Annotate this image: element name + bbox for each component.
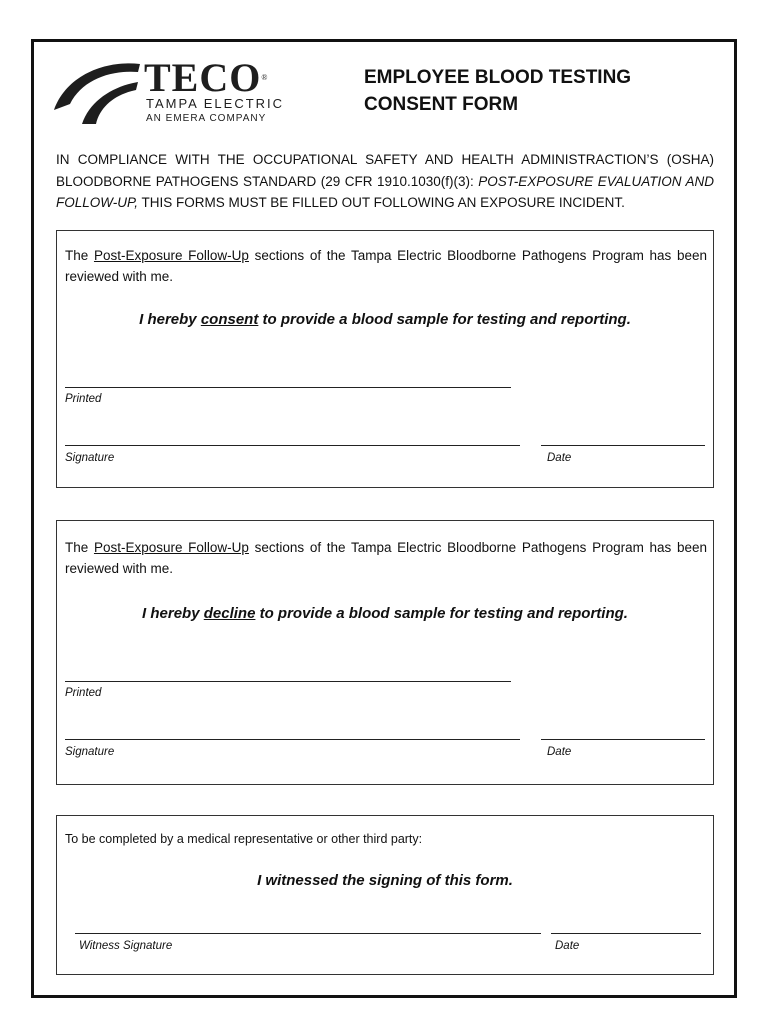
signature-line[interactable] <box>65 739 520 740</box>
printed-name-line[interactable] <box>65 681 511 682</box>
witness-date-line[interactable] <box>551 933 701 934</box>
form-title: EMPLOYEE BLOOD TESTING CONSENT FORM <box>364 67 632 115</box>
date-line[interactable] <box>541 739 705 740</box>
consent-section <box>56 230 714 488</box>
decline-section <box>56 520 714 785</box>
logo-subtitle: TAMPA ELECTRIC <box>146 96 285 111</box>
printed-label: Printed <box>65 393 102 405</box>
date-line[interactable] <box>541 445 705 446</box>
witness-signature-label: Witness Signature <box>79 940 173 952</box>
teco-swoosh-icon <box>52 58 142 128</box>
logo-wordmark: TECO® <box>144 55 269 100</box>
witness-statement: I witnessed the signing of this form. <box>257 872 513 889</box>
compliance-intro: IN COMPLIANCE WITH THE OCCUPATIONAL SAFETY AND HEALTH ADMINISTRACTION’S (OSHA) BLOODBORNE PATHOGENS STANDARD (29 CFR 1910.1030(f)(3): POST-EXPOSURE EVALUATION AND FOLLOW-UP, THIS FORMS MUST BE FILLED OUT FOLLOWING AN EXPOSURE INCIDENT. <box>56 152 715 210</box>
printed-name-line[interactable] <box>65 387 511 388</box>
review-statement: The Post-Exposure Follow-Up sections of the Tampa Electric Bloodborne Pathogens Program has been reviewed with me. <box>65 540 708 576</box>
witness-signature-line[interactable] <box>75 933 541 934</box>
witness-section <box>56 815 714 975</box>
consent-statement: I hereby consent to provide a blood sample for testing and reporting. <box>139 311 631 328</box>
witness-date-label: Date <box>555 940 580 952</box>
witness-instructions: To be completed by a medical representative or other third party: <box>65 832 423 846</box>
printed-label: Printed <box>65 687 102 699</box>
review-statement: The Post-Exposure Follow-Up sections of the Tampa Electric Bloodborne Pathogens Program has been reviewed with me. <box>65 248 708 284</box>
date-label: Date <box>547 746 572 758</box>
signature-label: Signature <box>65 746 115 758</box>
date-label: Date <box>547 452 572 464</box>
decline-statement: I hereby decline to provide a blood sample for testing and reporting. <box>142 605 628 622</box>
signature-line[interactable] <box>65 445 520 446</box>
signature-label: Signature <box>65 452 115 464</box>
logo-tagline: AN EMERA COMPANY <box>146 113 267 124</box>
teco-logo <box>52 55 327 128</box>
